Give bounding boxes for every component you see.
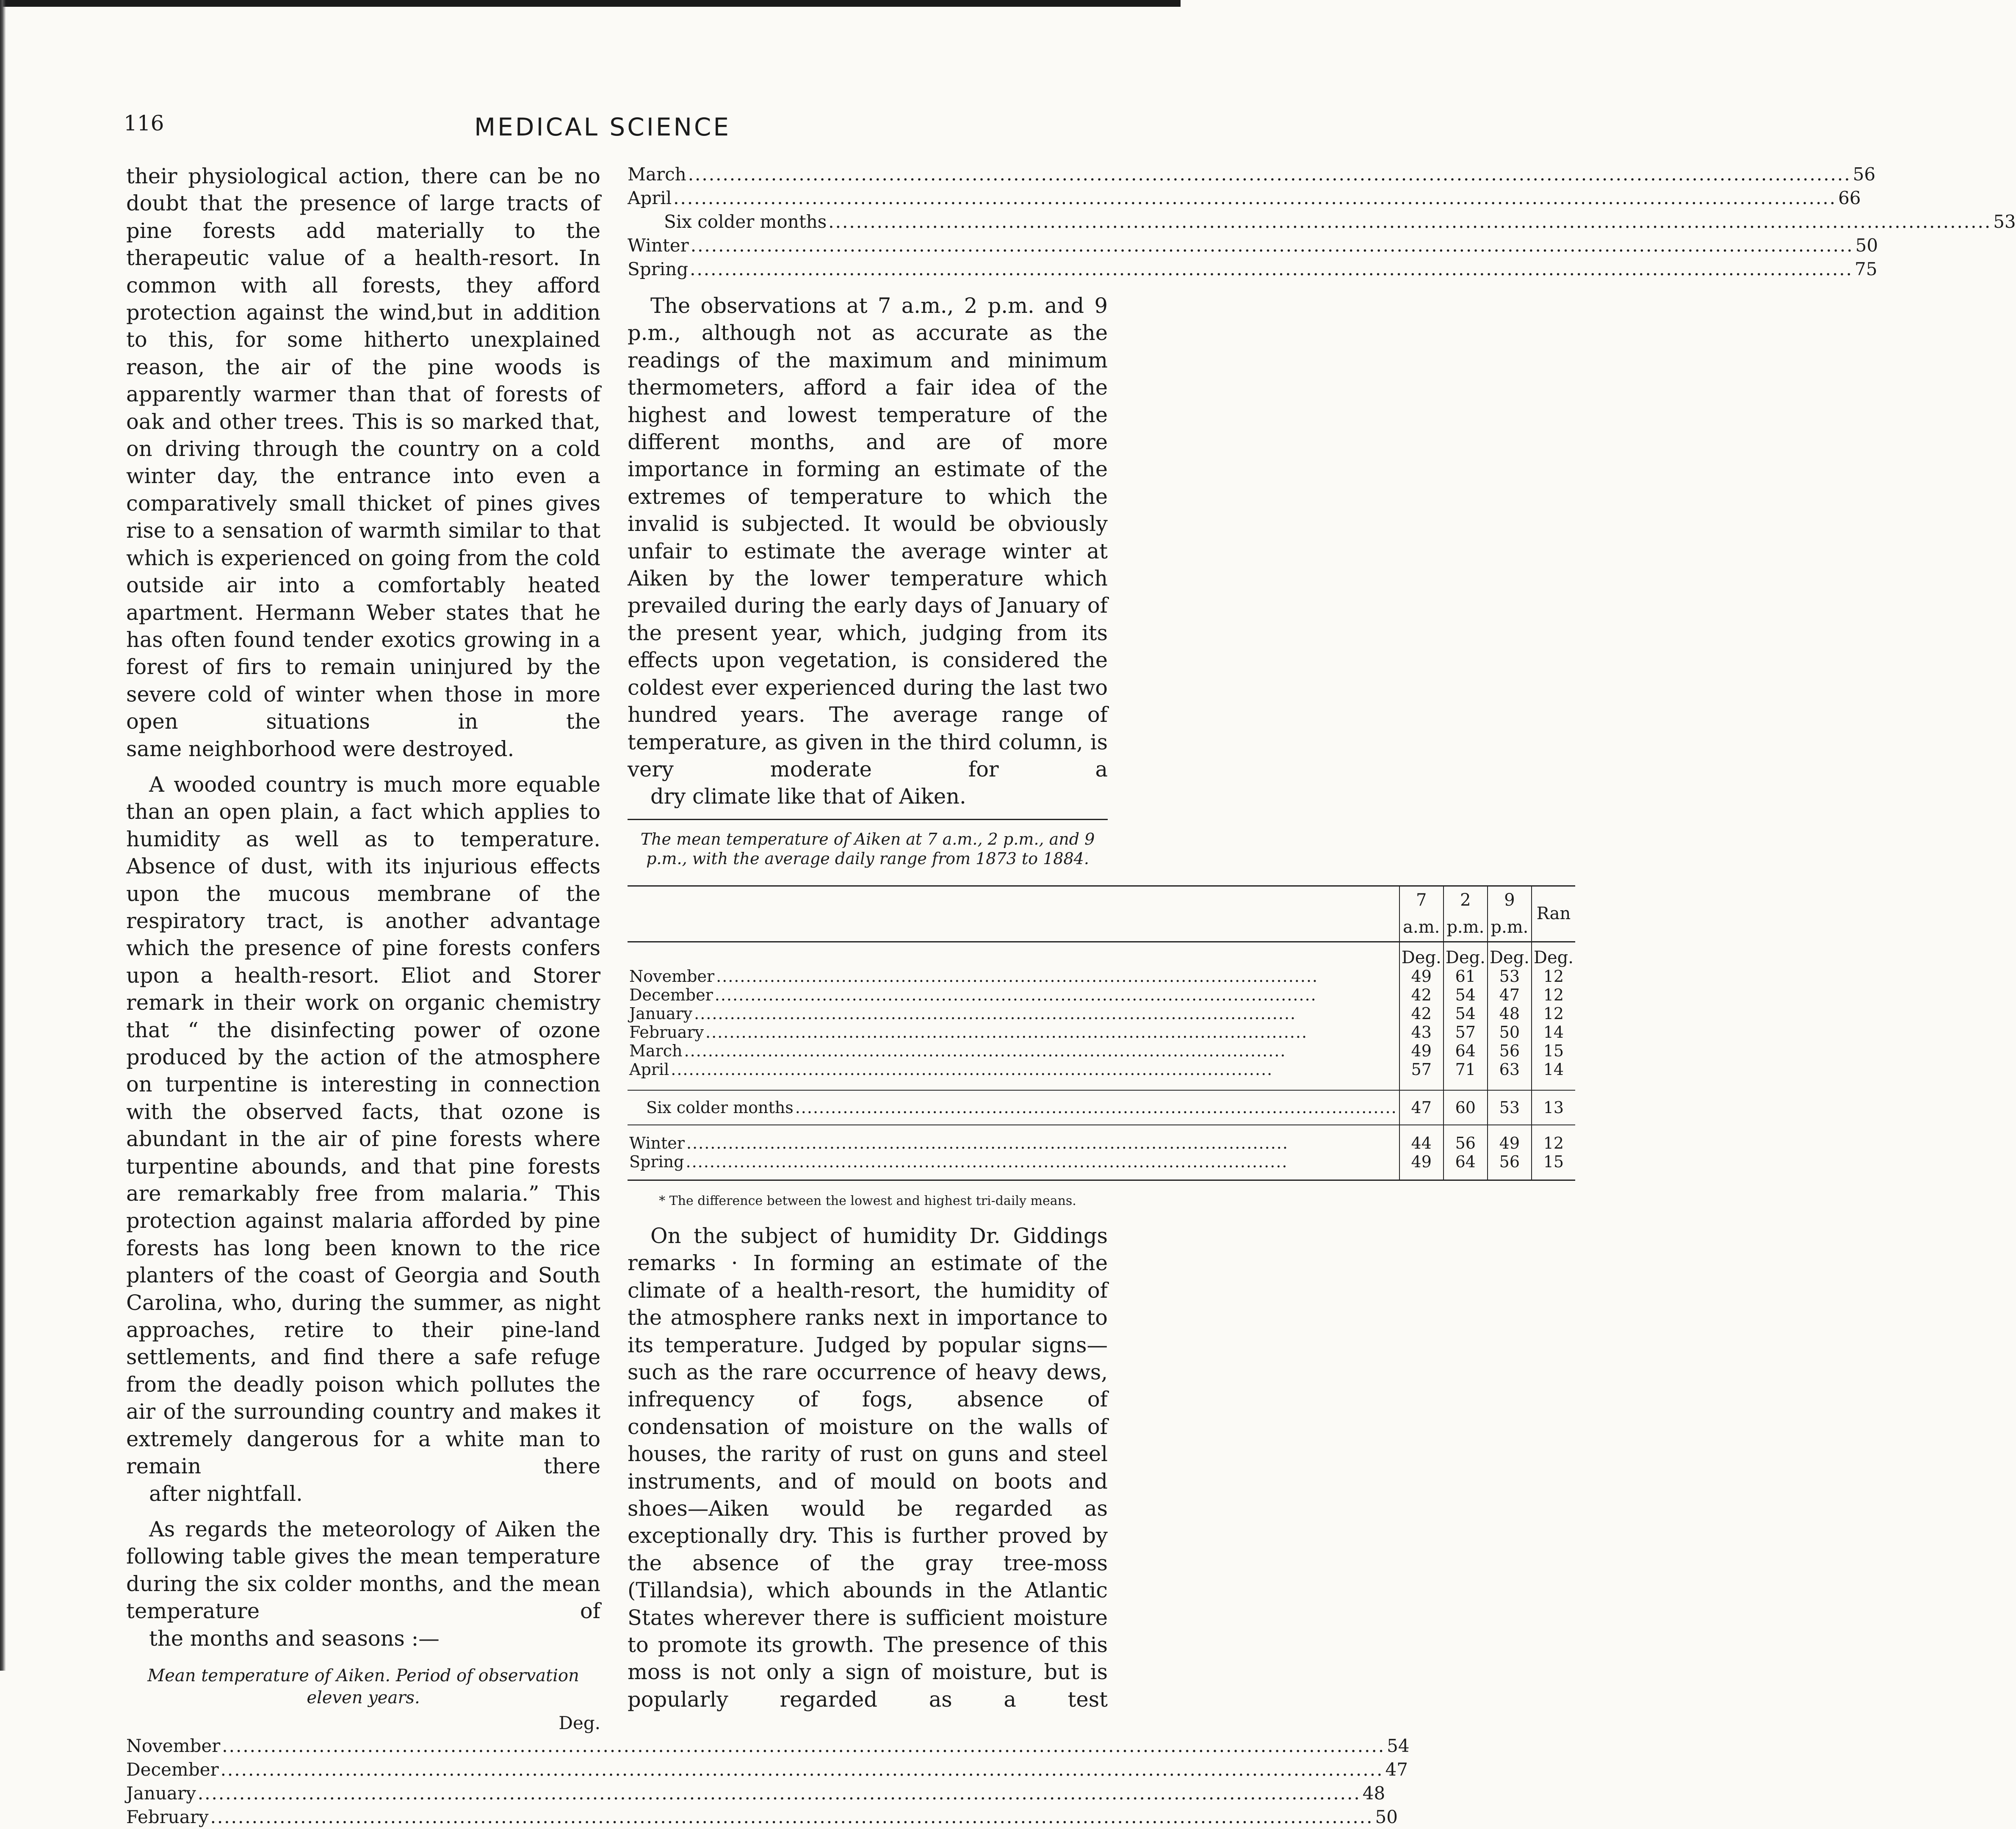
- row-label-cell: [628, 986, 1399, 1004]
- mean-row: [628, 210, 2016, 234]
- column-header: 2 p.m.: [1444, 886, 1488, 942]
- row-value: 56: [1853, 164, 1876, 185]
- table-cell: 50: [1488, 1023, 1532, 1042]
- mean-temperature-caption: Mean temperature of Aiken. Period of observation eleven years.: [147, 1666, 579, 1707]
- table-cell: 14: [1532, 1023, 1575, 1042]
- row-label-cell: [628, 1042, 1399, 1060]
- table-row: [628, 1004, 1575, 1023]
- page-number: 116: [124, 111, 164, 135]
- unit-blank: [628, 942, 1399, 967]
- row-label: December: [629, 985, 713, 1004]
- unit-cell: Deg.: [1444, 942, 1488, 967]
- spacer-cell: [1488, 1079, 1532, 1090]
- paragraph-text: On the subject of humidity Dr. Giddings remarks · In forming an estimate of the climate of a health-resort, the humidity of the atmosphere ranks next in importance to its temperature. Judged by popular signs—such as the rare occurrence of heavy dews, infrequency of fogs, absence of condensation of moisture on the walls of houses, the rarity of rust on guns and steel instruments, and of mould on boots and shoes—Aiken would be regarded as exceptionally dry. This is further proved by the absence of the gray tree-moss (Tillandsia), which abounds in the Atlantic States wherever there is sufficient moisture to promote its growth. The presence of this moss is not only a sign of moisture, but is popularly regarded as a test: [628, 1223, 1108, 1712]
- row-label: February: [126, 1806, 209, 1827]
- table-row: [628, 967, 1575, 986]
- table-cell: 12: [1532, 1125, 1575, 1152]
- mean-row: [628, 163, 1876, 186]
- table-cell: 54: [1444, 986, 1488, 1004]
- table-cell: 57: [1444, 1023, 1488, 1042]
- row-label-cell: [628, 967, 1399, 986]
- paragraph-last-line: the months and seasons :—: [149, 1626, 440, 1651]
- leader-dots: [828, 210, 1991, 234]
- table-cell: 53: [1488, 967, 1532, 986]
- deg-header: Deg.: [559, 1712, 600, 1733]
- table-cell: 47: [1399, 1090, 1444, 1125]
- paragraph-text: As regards the meteorology of Aiken the following table gives the mean temperature during the six colder months, and the mean temperature of: [126, 1517, 600, 1624]
- daily-temperature-table: [628, 885, 1575, 1181]
- leader-dots: [671, 1060, 1397, 1079]
- table-header-row: [628, 886, 1575, 942]
- column-header: Ran: [1532, 886, 1575, 942]
- table-row: [628, 1023, 1575, 1042]
- leader-dots: [210, 1805, 1374, 1829]
- column-header: 9 p.m.: [1488, 886, 1532, 942]
- leader-dots: [221, 1758, 1384, 1782]
- row-label: March: [628, 164, 686, 185]
- paragraph: [126, 771, 600, 1507]
- spacer-cell: [1444, 1079, 1488, 1090]
- table-cell: 15: [1532, 1152, 1575, 1180]
- row-label-cell: [628, 1060, 1399, 1079]
- row-label: Six colder months: [664, 211, 827, 232]
- row-value: 48: [1362, 1782, 1385, 1804]
- table-cell: 49: [1488, 1125, 1532, 1152]
- table-cell: 49: [1399, 967, 1444, 986]
- scan-top-edge: [0, 0, 1181, 7]
- table-row: [628, 1152, 1575, 1180]
- table-cell: 71: [1444, 1060, 1488, 1079]
- column-header: 7 a.m.: [1399, 886, 1444, 942]
- paragraph-text: The observations at 7 a.m., 2 p.m. and 9 p.m., although not as accurate as the readings of the maximum and minimum thermometers, afford a fair idea of the highest and lowest temperature of the different months, and are of more importance in forming an estimate of the extremes of temperature to which the invalid is subjected. It would be obviously unfair to estimate the average winter at Aiken by the lower temperature which prevailed during the early days of January of the present year, which, judging from its effects upon vegetation, is considered the coldest ever experienced during the last two hundred years. The average range of temperature, as given in the third column, is very moderate for a: [628, 293, 1108, 782]
- row-label: March: [629, 1041, 683, 1060]
- row-label: November: [126, 1735, 221, 1756]
- table-row: [628, 1125, 1575, 1152]
- table-cell: 57: [1399, 1060, 1444, 1079]
- leader-dots: [705, 1023, 1397, 1042]
- paragraph: [126, 163, 600, 763]
- table-row: [628, 1042, 1575, 1060]
- leader-dots: [694, 1004, 1397, 1023]
- spacer-cell: [1399, 1079, 1444, 1090]
- table-row: [628, 1060, 1575, 1079]
- paragraph-last-line: dry climate like that of Aiken.: [650, 784, 966, 809]
- table-row: [628, 986, 1575, 1004]
- spacer-row: [628, 1079, 1575, 1090]
- header-blank: [628, 886, 1399, 942]
- table-cell: 42: [1399, 1004, 1444, 1023]
- daily-table-caption: The mean temperature of Aiken at 7 a.m., 2 p.m., and 9 p.m., with the average daily range from 1873 to 1884.: [628, 819, 1108, 868]
- row-label: Winter: [628, 235, 689, 256]
- mean-row: [628, 186, 1861, 210]
- table-cell: 15: [1532, 1042, 1575, 1060]
- paragraph: [628, 1222, 1108, 1713]
- mean-row: [126, 1758, 1408, 1782]
- table-cell: 14: [1532, 1060, 1575, 1079]
- table-cell: 53: [1488, 1090, 1532, 1125]
- row-value: 50: [1375, 1806, 1398, 1827]
- table-cell: 63: [1488, 1060, 1532, 1079]
- row-label: Six colder months: [646, 1098, 794, 1117]
- table-cell: 12: [1532, 986, 1575, 1004]
- spacer-cell: [1532, 1079, 1575, 1090]
- row-label: Spring: [628, 259, 689, 279]
- row-label: Winter: [629, 1133, 685, 1152]
- row-label-cell: [628, 1125, 1399, 1152]
- table-cell: 61: [1444, 967, 1488, 986]
- row-value: 53: [1993, 211, 2016, 232]
- row-label: April: [628, 188, 672, 208]
- leader-dots: [686, 1152, 1397, 1171]
- table-cell: 56: [1444, 1125, 1488, 1152]
- scan-left-edge: [0, 0, 6, 1671]
- table-cell: 48: [1488, 1004, 1532, 1023]
- unit-row: [628, 942, 1575, 967]
- leader-dots: [684, 1042, 1397, 1060]
- table-cell: 49: [1399, 1152, 1444, 1180]
- mean-row: [628, 234, 1878, 257]
- leader-dots: [691, 234, 1854, 257]
- paragraph: [628, 292, 1108, 810]
- row-label: December: [126, 1759, 219, 1780]
- row-label: November: [629, 967, 715, 986]
- row-label-cell: [628, 1152, 1399, 1180]
- paragraph: [126, 1516, 600, 1652]
- table-cell: 64: [1444, 1042, 1488, 1060]
- row-value: 75: [1855, 259, 1878, 279]
- unit-cell: Deg.: [1532, 942, 1575, 967]
- unit-cell: Deg.: [1399, 942, 1444, 967]
- row-label: January: [629, 1004, 693, 1023]
- mean-row: [126, 1734, 1410, 1758]
- leader-dots: [715, 986, 1397, 1004]
- leader-dots: [690, 257, 1853, 281]
- row-value: 50: [1855, 235, 1878, 256]
- table-cell: 60: [1444, 1090, 1488, 1125]
- paragraph-text: A wooded country is much more equable than an open plain, a fact which applies to humidity as well as to temperature. Absence of dust, with its injurious effects upon the mucous membrane of the respiratory tract, is another advantage which the presence of pine forests confers upon a health-resort. Eliot and Storer remark in their work on organic chemistry that “ the disinfecting power of ozone produced by the action of the atmosphere on turpentine is interesting in connection with the observed facts, that ozone is abundant in the air of pine forests where turpentine abounds, and that pine forests are remarkably free from malaria.” This protection against malaria afforded by pine forests has long been known to the rice planters of the coast of Georgia and South Carolina, who, during the summer, as night approaches, retire to their pine-land settlements, and find there a safe refuge from the deadly poison which pollutes the air of the surrounding country and makes it extremely dangerous for a white man to remain there: [126, 772, 600, 1479]
- row-label-cell: [628, 1004, 1399, 1023]
- leader-dots: [688, 163, 1851, 186]
- running-head: MEDICAL SCIENCE: [474, 113, 731, 141]
- table-cell: 44: [1399, 1125, 1444, 1152]
- mean-row: [126, 1805, 1398, 1829]
- row-label: April: [629, 1060, 669, 1079]
- paragraph-last-line: same neighborhood were destroyed.: [126, 736, 514, 761]
- table-cell: 43: [1399, 1023, 1444, 1042]
- unit-cell: Deg.: [1488, 942, 1532, 967]
- row-value: 47: [1385, 1759, 1408, 1780]
- row-value: 66: [1838, 188, 1861, 208]
- leader-dots: [686, 1134, 1397, 1152]
- table-cell: 47: [1488, 986, 1532, 1004]
- table-cell: 12: [1532, 967, 1575, 986]
- table-cell: 64: [1444, 1152, 1488, 1180]
- leader-dots: [222, 1734, 1385, 1758]
- row-value: 54: [1387, 1735, 1410, 1756]
- table-cell: 56: [1488, 1152, 1532, 1180]
- leader-dots: [198, 1782, 1361, 1805]
- table-cell: 54: [1444, 1004, 1488, 1023]
- row-label: February: [629, 1022, 704, 1042]
- paragraph-last-line: after nightfall.: [149, 1481, 303, 1506]
- row-label: Spring: [629, 1152, 684, 1171]
- spacer-cell: [628, 1079, 1399, 1090]
- table-cell: 42: [1399, 986, 1444, 1004]
- right-column: [628, 163, 2016, 1713]
- mean-row: [628, 257, 1878, 281]
- leader-dots: [795, 1095, 1397, 1120]
- paragraph-text: their physiological action, there can be no doubt that the presence of large tracts of pine forests add materially to the therapeutic value of a health-resort. In common with all forests, they afford protection against the wind,but in addition to this, for some hitherto unexplained reason, the air of the pine woods is apparently warmer than that of forests of oak and other trees. This is so marked that, on driving through the country on a cold winter day, the entrance into even a comparatively small thicket of pines gives rise to a sensation of warmth similar to that which is experienced on going from the cold outside air into a comfortably heated apartment. Hermann Weber states that he has often found tender exotics growing in a forest of firs to remain uninjured by the severe cold of winter when those in more open situations in the: [126, 164, 600, 734]
- row-label-cell: [628, 1023, 1399, 1042]
- leader-dots: [673, 186, 1836, 210]
- table-cell: 12: [1532, 1004, 1575, 1023]
- row-label-cell: [628, 1090, 1399, 1125]
- table-row: [628, 1090, 1575, 1125]
- table-footnote: * The difference between the lowest and highest tri-daily means.: [659, 1193, 1076, 1208]
- table-cell: 49: [1399, 1042, 1444, 1060]
- mean-row: [126, 1782, 1385, 1805]
- leader-dots: [716, 967, 1397, 986]
- table-cell: 13: [1532, 1090, 1575, 1125]
- row-label: January: [126, 1782, 196, 1804]
- table-cell: 56: [1488, 1042, 1532, 1060]
